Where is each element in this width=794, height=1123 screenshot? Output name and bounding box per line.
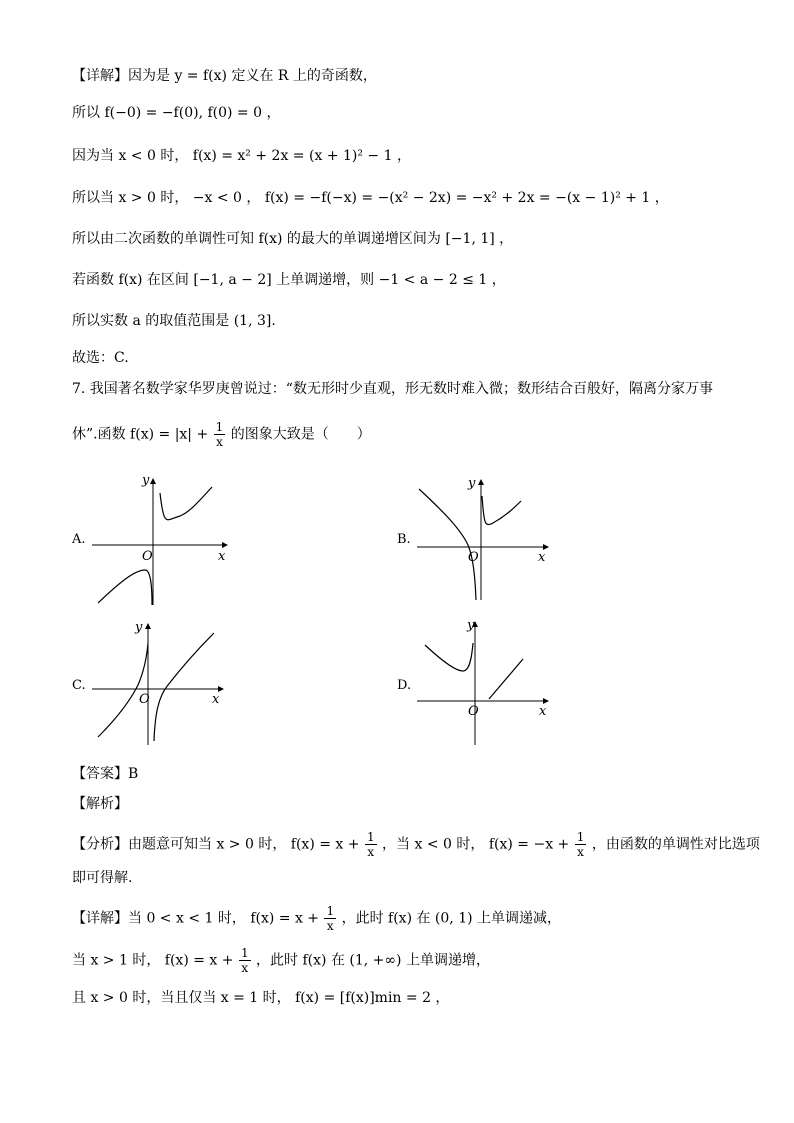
graph-a-x-label: x — [218, 549, 226, 564]
detail-frac-2 — [239, 946, 251, 975]
frac1-den: x — [367, 845, 375, 859]
detail-line1-pre: 【详解】当 0 < x < 1 时， f(x) = x + — [72, 910, 320, 927]
dfrac2-num: 1 — [240, 946, 249, 960]
detail-line2-post: ，此时 f(x) 在 (1, +∞) 上单调递增， — [256, 952, 490, 969]
analysis-heading: 【解析】 — [72, 796, 128, 812]
graph-b-x-label: x — [538, 550, 546, 565]
l4: 所以当 x > 0 时， −x < 0 ， f(x) = −f(−x) = −(x² − 2x) = −x² + 2x = −(x − 1)² + 1 ， — [72, 190, 669, 206]
q7-frac-num: 1 — [215, 420, 224, 434]
q7-line1: 7. 我国著名数学家华罗庚曾说过：“数无形时少直观，形无数时难入微；数形结合百般好，隔离分家万事 — [72, 381, 713, 397]
q7-frac-den: x — [216, 435, 223, 449]
detail-line3: 且 x > 0 时，当且仅当 x = 1 时， f(x) = [f(x)]min = 2 ， — [72, 990, 450, 1006]
dfrac1-num: 1 — [326, 904, 335, 918]
option-a-label: A. — [72, 532, 86, 547]
graph-b — [415, 475, 565, 615]
graph-d-origin-label: O — [468, 704, 479, 719]
analysis-line1-mid: ，当 x < 0 时， f(x) = −x + — [382, 836, 570, 853]
graph-d-x-label: x — [539, 704, 547, 719]
analysis-line1 — [72, 830, 760, 859]
graph-d-y-label: y — [467, 618, 475, 633]
detail-line2-pre: 当 x > 1 时， f(x) = x + — [72, 952, 234, 969]
l7: 所以实数 a 的取值范围是 (1, 3]. — [72, 313, 276, 329]
graph-c-y-label: y — [135, 620, 143, 635]
graph-a-y-label: y — [142, 473, 150, 488]
analysis-line2: 即可得解. — [72, 870, 133, 886]
frac2-num: 1 — [576, 830, 585, 844]
analysis-line1-post: ，由函数的单调性对比选项 — [591, 836, 760, 853]
l5: 所以由二次函数的单调性可知 f(x) 的最大的单调递增区间为 [−1, 1] ， — [72, 231, 514, 247]
analysis-line1-pre: 【分析】由题意可知当 x > 0 时， f(x) = x + — [72, 836, 360, 853]
detail-line1 — [72, 904, 561, 933]
l2: 所以 f(−0) = −f(0), f(0) = 0 ， — [72, 105, 281, 121]
l8: 故选：C. — [72, 350, 129, 366]
q7-line2-pre: 休”.函数 f(x) = |x| + — [72, 426, 209, 443]
graph-a-origin-label: O — [142, 549, 153, 564]
l6: 若函数 f(x) 在区间 [−1, a − 2] 上单调递增，则 −1 < a − 2 ≤ 1 ， — [72, 272, 506, 288]
option-c-label: C. — [72, 678, 86, 693]
graph-c-x-label: x — [212, 692, 220, 707]
detail-line1-post: ，此时 f(x) 在 (0, 1) 上单调递减， — [341, 910, 562, 927]
dfrac2-den: x — [241, 961, 249, 975]
answer: 【答案】B — [72, 766, 139, 782]
detail-line2 — [72, 946, 490, 975]
graph-b-origin-label: O — [468, 550, 479, 565]
analysis-frac-2 — [575, 830, 587, 859]
graph-c — [90, 615, 240, 755]
analysis-frac-1 — [365, 830, 377, 859]
option-b-label: B. — [397, 532, 411, 547]
option-d-label: D. — [397, 678, 412, 693]
frac1-num: 1 — [366, 830, 375, 844]
dfrac1-den: x — [326, 919, 334, 933]
detail-frac-1 — [324, 904, 336, 933]
graph-d — [415, 615, 565, 755]
q7-line2 — [72, 420, 371, 449]
graph-b-y-label: y — [468, 476, 476, 491]
q7-line2-post: 的图象大致是（ ） — [230, 426, 371, 443]
l1: 【详解】因为是 y = f(x) 定义在 R 上的奇函数， — [72, 68, 377, 84]
graph-c-origin-label: O — [139, 692, 150, 707]
graph-a — [90, 470, 240, 610]
l3: 因为当 x < 0 时， f(x) = x² + 2x = (x + 1)² − 1 ， — [72, 148, 411, 164]
q7-fraction — [214, 420, 226, 449]
frac2-den: x — [577, 845, 584, 859]
